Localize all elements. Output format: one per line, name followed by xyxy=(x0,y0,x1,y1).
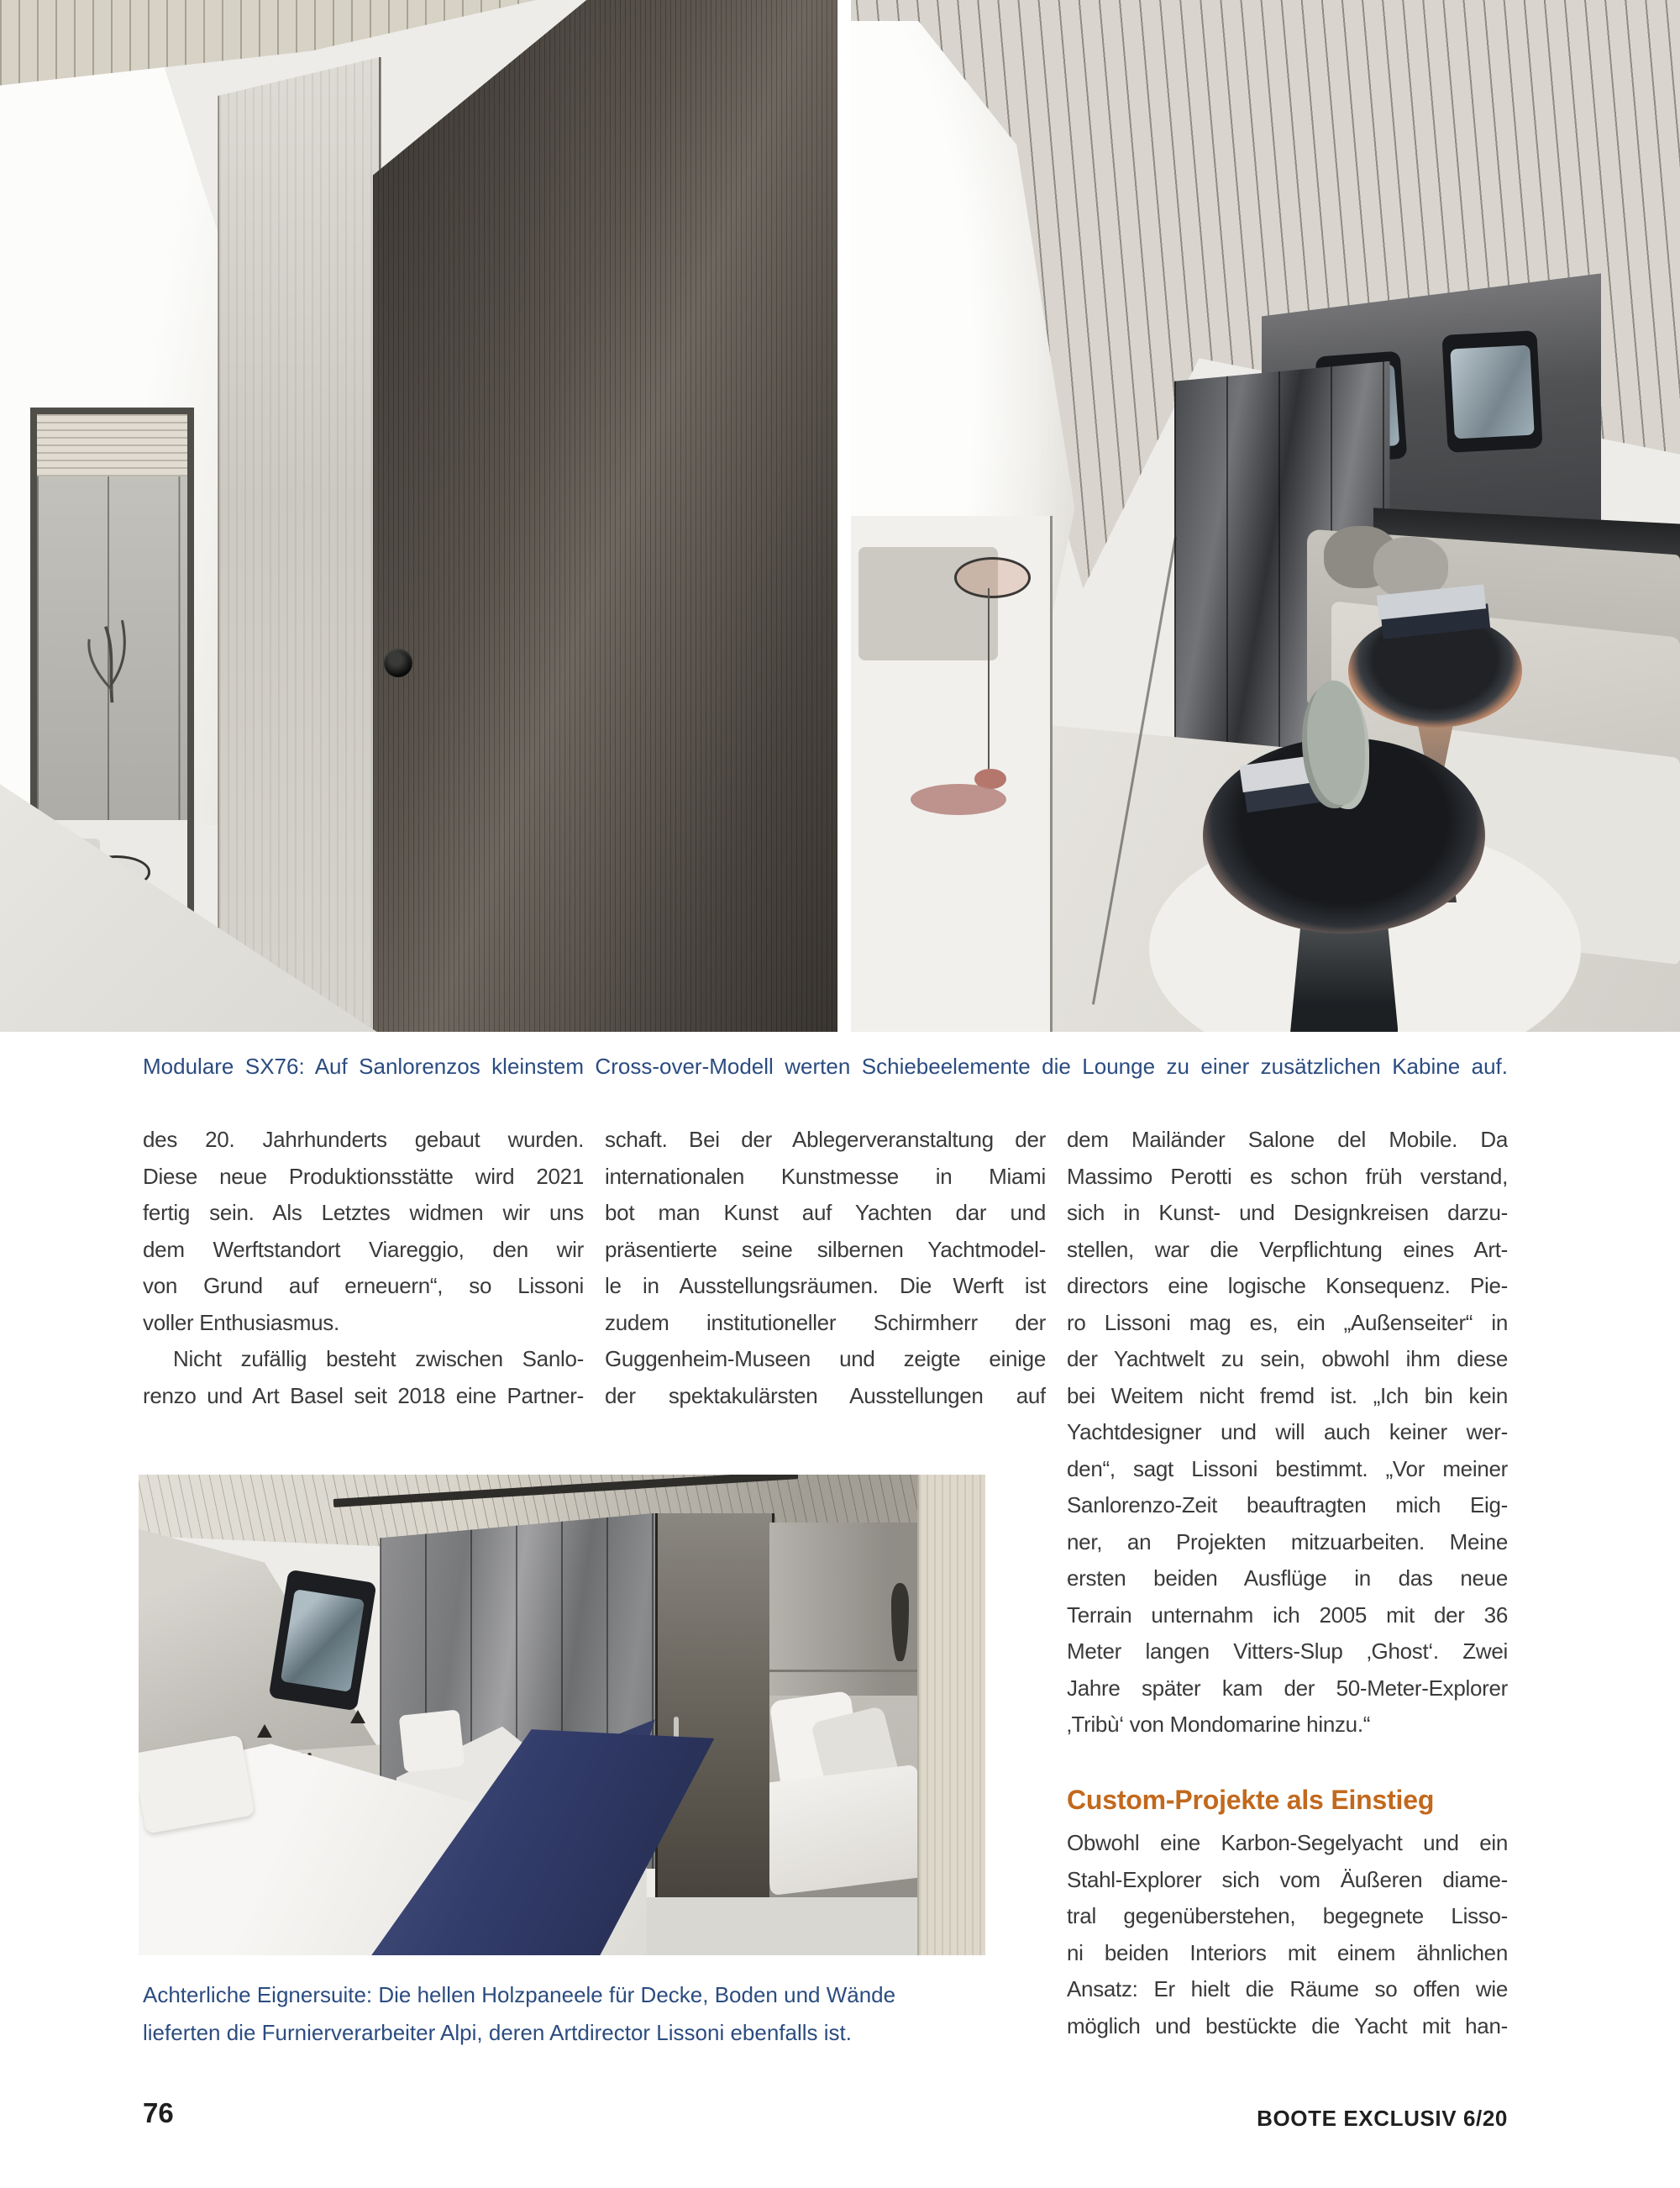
text-line: stellen, war die Verpflichtung eines Art- xyxy=(1067,1236,1508,1262)
light-wood-panel xyxy=(218,57,381,1032)
text-line: Nicht zufällig besteht zwischen Sanlo- xyxy=(173,1346,584,1371)
berth-mattress xyxy=(769,1765,917,1896)
mirror-reflection-doorway xyxy=(851,516,1053,1032)
porthole-glass xyxy=(1450,345,1535,439)
text-line: Jahre später kam der 50-Meter-Explorer xyxy=(1067,1675,1508,1701)
text-line: Sanlorenzo-Zeit beauftragten mich Eig- xyxy=(1067,1492,1508,1517)
recessed-door-handle xyxy=(384,649,412,677)
porthole-glass xyxy=(281,1589,365,1692)
text-line: renzo und Art Basel seit 2018 eine Partner- xyxy=(143,1382,584,1408)
dark-wood-sliding-panel xyxy=(373,0,837,1032)
reflected-floor-lamp xyxy=(988,588,990,774)
article-column-3 xyxy=(1067,1122,1508,1744)
article-column-2 xyxy=(605,1122,1046,1414)
text-line: sich in Kunst- und Designkreisen darzu- xyxy=(1067,1200,1508,1225)
reflected-table xyxy=(954,557,1031,598)
text-line: voller Enthusiasmus. xyxy=(143,1309,339,1335)
text-line: Terrain unternahm ich 2005 mit der 36 xyxy=(1067,1602,1508,1628)
shelf-edge xyxy=(769,1670,917,1672)
photo-caption-bedroom xyxy=(143,1976,1235,2052)
text-line: Diese neue Produktionsstätte wird 2021 xyxy=(143,1163,584,1189)
light-wood-wardrobe xyxy=(917,1475,985,1955)
text-line: dem Mailänder Salone del Mobile. Da xyxy=(1067,1127,1508,1152)
article-column-1 xyxy=(143,1122,584,1414)
text-line: des 20. Jahrhunderts gebaut wurden. xyxy=(143,1127,584,1152)
reflected-red-rug xyxy=(911,784,1006,815)
text-line: Obwohl eine Karbon-Segelyacht und ein xyxy=(1067,1830,1508,1855)
wire-pyramid-lamp xyxy=(350,1710,365,1723)
text-line: fertig sein. Als Letztes widmen wir uns xyxy=(143,1200,584,1225)
text-line: der spektakulärsten Ausstellungen auf xyxy=(605,1382,1046,1408)
text-line: dem Werftstandort Viareggio, den wir xyxy=(143,1236,584,1262)
photo-caption-top xyxy=(143,1048,1508,1086)
text-line: Guggenheim-Museen und zeigte einige xyxy=(605,1346,1046,1371)
text-line: lieferten die Furnierverarbeiter Alpi, deren Artdirector Lissoni ebenfalls ist. xyxy=(143,2020,852,2045)
cabin-door xyxy=(655,1513,774,1955)
wire-pyramid-lamp xyxy=(257,1724,272,1738)
lounge-photo xyxy=(851,0,1680,1032)
cabin-floor xyxy=(630,1897,918,1955)
text-line: zudem institutioneller Schirmherr der xyxy=(605,1309,1046,1335)
text-line: ro Lissoni mag es, ein „Außenseiter“ in xyxy=(1067,1309,1508,1335)
text-line: ni beiden Interiors mit einem ähnlichen xyxy=(1067,1939,1508,1965)
porthole-window xyxy=(269,1570,377,1712)
text-line: ersten beiden Ausflüge in das neue xyxy=(1067,1565,1508,1591)
text-line: den“, sagt Lissoni bestimmt. „Vor meiner xyxy=(1067,1455,1508,1481)
dark-vase xyxy=(891,1583,909,1661)
text-line: möglich und bestückte die Yacht mit han- xyxy=(1067,2012,1508,2038)
text-line: Achterliche Eignersuite: Die hellen Holzpaneele für Decke, Boden und Wände xyxy=(143,1982,896,2007)
text-line: von Grund auf erneuern“, so Lissoni xyxy=(143,1273,584,1298)
text-line: le in Ausstellungsräumen. Die Werft ist xyxy=(605,1273,1046,1298)
text-line: ‚Tribù‘ von Mondomarine hinzu.“ xyxy=(1067,1712,1371,1737)
reflected-pillow xyxy=(399,1709,465,1772)
text-line: bei Weitem nicht fremd ist. „Ich bin kein xyxy=(1067,1382,1508,1408)
page-number: 76 xyxy=(143,2097,174,2128)
porthole-window xyxy=(1441,330,1542,453)
owner-suite-photo xyxy=(139,1475,985,1955)
branch-decor xyxy=(49,539,176,752)
text-line: der Yachtwelt zu sein, obwohl ihm diese xyxy=(1067,1346,1508,1371)
text-line: Meter langen Vitters-Slup ‚Ghost‘. Zwei xyxy=(1067,1638,1508,1664)
magazine-footer: BOOTE EXCLUSIV 6/20 xyxy=(1257,2106,1508,2131)
text-line: Yachtdesigner und will auch keiner wer- xyxy=(1067,1419,1508,1444)
text-line: tral gegenüberstehen, begegnete Lisso- xyxy=(1067,1903,1508,1928)
text-line: Stahl-Explorer sich vom Äußeren diame- xyxy=(1067,1866,1508,1892)
reflected-ceiling xyxy=(37,414,187,476)
text-line: bot man Kunst auf Yachten dar und xyxy=(605,1200,1046,1225)
text-line: Ansatz: Er hielt die Räume so offen wie xyxy=(1067,1976,1508,2001)
corridor-photo xyxy=(0,0,837,1032)
text-line: Massimo Perotti es schon früh verstand, xyxy=(1067,1163,1508,1189)
text-line: schaft. Bei der Ablegerveranstaltung der xyxy=(605,1127,1046,1152)
text-line: präsentierte seine silbernen Yachtmodel- xyxy=(605,1236,1046,1262)
caption-text: Modulare SX76: Auf Sanlorenzos kleinstem Cross-over-Modell werten Schiebeelemente die Lounge zu einer zusätzlichen Kabine auf. xyxy=(143,1054,1508,1079)
text-line: directors eine logische Konsequenz. Pie- xyxy=(1067,1273,1508,1298)
text-line: internationalen Kunstmesse in Miami xyxy=(605,1163,1046,1189)
text-line: ner, an Projekten mitzuarbeiten. Meine xyxy=(1067,1528,1508,1554)
section-heading: Custom-Projekte als Einstieg xyxy=(1067,1785,1435,1815)
side-berth-nook xyxy=(769,1523,917,1955)
